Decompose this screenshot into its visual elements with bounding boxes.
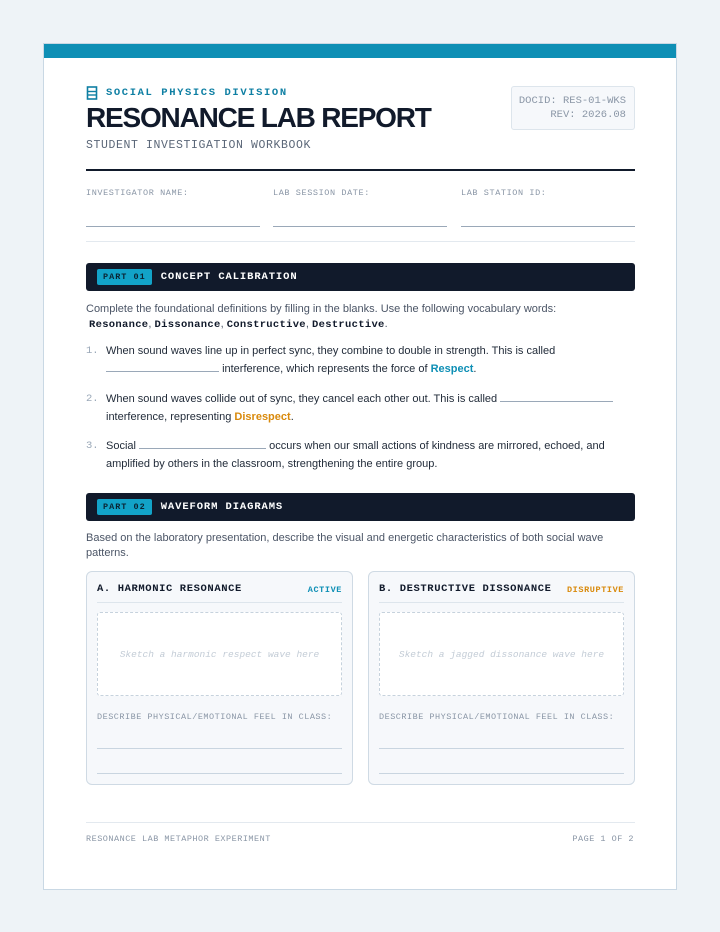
- answer-blank[interactable]: [106, 362, 219, 372]
- page-title: RESONANCE LAB REPORT: [86, 102, 431, 133]
- writing-line[interactable]: [97, 773, 342, 774]
- footer-title: RESONANCE LAB METAPHOR EXPERIMENT: [86, 834, 271, 844]
- investigator-name-field[interactable]: [86, 188, 260, 198]
- part-badge: PART 01: [97, 269, 152, 285]
- sketch-area[interactable]: [379, 612, 624, 696]
- vocabulary-list: Resonance, Dissonance, Constructive, Destructive.: [89, 318, 388, 331]
- destructive-dissonance-card: [368, 571, 635, 785]
- harmonic-resonance-card: [86, 571, 353, 785]
- describe-label: DESCRIBE PHYSICAL/EMOTIONAL FEEL IN CLASS:: [97, 712, 333, 722]
- instructions-text: Complete the foundational definitions by filling in the blanks. Use the following vocabulary words:: [86, 303, 557, 315]
- vocab-word: Dissonance: [154, 319, 221, 331]
- part-02-header: [86, 493, 635, 521]
- disrespect-keyword: Disrespect: [234, 411, 291, 423]
- division-label: [86, 86, 288, 100]
- status-badge: ACTIVE: [307, 585, 342, 595]
- part-01-instructions: [86, 302, 635, 333]
- field-underline[interactable]: [461, 226, 635, 227]
- card-header: [379, 583, 624, 603]
- question-3: 3. Social occurs when our small actions of kindness are mirrored, echoed, and amplified by others in the classroom, strengthening the entire group.: [86, 437, 635, 473]
- card-header: [97, 583, 342, 603]
- field-label: LAB SESSION DATE:: [273, 188, 370, 198]
- part-title: WAVEFORM DIAGRAMS: [160, 501, 284, 513]
- field-label: INVESTIGATOR NAME:: [86, 188, 189, 198]
- doc-id: DOCID: RES-01-WKS: [518, 95, 626, 107]
- vocab-word: Resonance: [89, 319, 149, 331]
- page-number: PAGE 1 OF 2: [572, 834, 634, 844]
- part-01-header: [86, 263, 635, 291]
- sketch-placeholder: Sketch a harmonic respect wave here: [119, 648, 320, 660]
- field-label: LAB STATION ID:: [461, 188, 547, 198]
- vocab-word: Constructive: [226, 319, 306, 331]
- question-number: 2.: [86, 393, 99, 405]
- part-02-instructions: Based on the laboratory presentation, describe the visual and energetic characteristics of both social wave patterns.: [86, 532, 604, 559]
- section-divider: [86, 241, 635, 242]
- lab-beaker-icon: [86, 86, 98, 100]
- footer-divider: [86, 822, 635, 823]
- sketch-placeholder: Sketch a jagged dissonance wave here: [398, 648, 605, 660]
- field-underline[interactable]: [86, 226, 260, 227]
- sketch-area[interactable]: [97, 612, 342, 696]
- page-subtitle: STUDENT INVESTIGATION WORKBOOK: [86, 139, 312, 152]
- lab-station-id-field[interactable]: [461, 188, 635, 198]
- card-title: A. HARMONIC RESONANCE: [97, 583, 242, 595]
- accent-top-bar: [44, 44, 676, 58]
- writing-line[interactable]: [379, 773, 624, 774]
- answer-blank[interactable]: [139, 439, 266, 449]
- worksheet-page: [43, 43, 677, 890]
- writing-line[interactable]: [379, 748, 624, 749]
- question-2: 2. When sound waves collide out of sync, they cancel each other out. This is called interference, representing Disrespect.: [86, 390, 635, 426]
- header-divider: [86, 169, 635, 171]
- division-name: SOCIAL PHYSICS DIVISION: [106, 87, 288, 99]
- question-number: 3.: [86, 440, 99, 452]
- respect-keyword: Respect: [430, 363, 474, 375]
- vocab-word: Destructive: [312, 319, 385, 331]
- doc-revision: REV: 2026.08: [550, 109, 626, 121]
- part-badge: PART 02: [97, 499, 152, 515]
- lab-session-date-field[interactable]: [273, 188, 447, 198]
- status-badge: DISRUPTIVE: [566, 585, 624, 595]
- document-id-box: [511, 86, 635, 130]
- question-1: 1. When sound waves line up in perfect sync, they combine to double in strength. This is called interference, which represents the force of Respect.: [86, 342, 635, 378]
- answer-blank[interactable]: [500, 392, 613, 402]
- part-title: CONCEPT CALIBRATION: [160, 271, 298, 283]
- question-number: 1.: [86, 345, 99, 357]
- field-underline[interactable]: [273, 226, 447, 227]
- card-title: B. DESTRUCTIVE DISSONANCE: [379, 583, 552, 595]
- writing-line[interactable]: [97, 748, 342, 749]
- describe-label: DESCRIBE PHYSICAL/EMOTIONAL FEEL IN CLASS:: [379, 712, 615, 722]
